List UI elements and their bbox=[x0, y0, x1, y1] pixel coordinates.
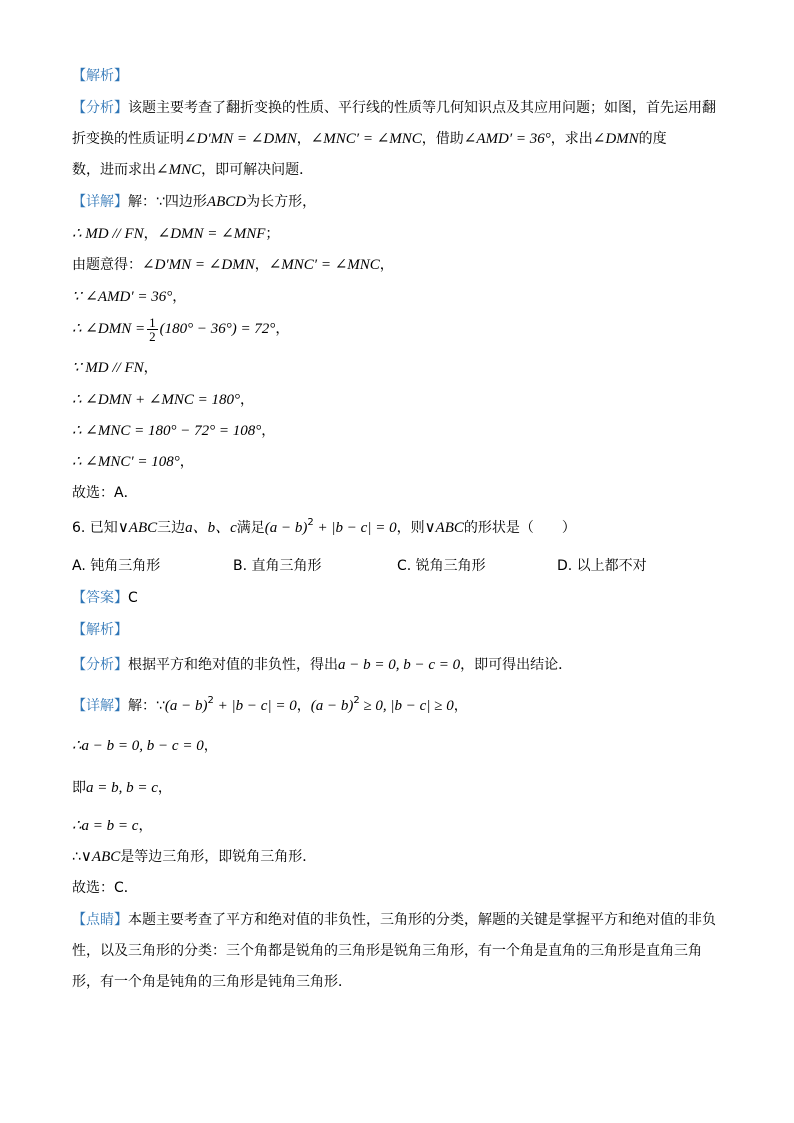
comment-line-3 bbox=[72, 973, 352, 991]
stem-text: 6. 已知 bbox=[72, 520, 118, 536]
jiexi-label: 【解析】 bbox=[72, 622, 128, 638]
conclusion-text: 故选：A． bbox=[72, 485, 138, 501]
solution-text: 解：∵ bbox=[128, 698, 165, 714]
analysis-text: ， bbox=[296, 131, 311, 147]
analysis-text: ，求出 bbox=[550, 131, 593, 147]
math-expression: ∵ MD // FN bbox=[72, 360, 144, 376]
punctuation: ， bbox=[275, 321, 290, 337]
answer-value: C bbox=[128, 590, 138, 606]
math-expression: (180° − 36°) = 72° bbox=[159, 321, 276, 337]
fenxi-label: 【分析】 bbox=[72, 657, 128, 673]
punctuation: ， bbox=[453, 698, 468, 714]
fenxi-label: 【分析】 bbox=[72, 100, 128, 116]
exponent: 2 bbox=[307, 517, 314, 528]
jiexi-label: 【解析】 bbox=[72, 68, 128, 84]
math-expression: ∠AMD′ = 36° bbox=[463, 131, 551, 147]
xiangjie-label: 【详解】 bbox=[72, 698, 128, 714]
comment-text: 本题主要考查了平方和绝对值的非负性，三角形的分类，解题的关键是掌握平方和绝对值的非负 bbox=[128, 912, 716, 928]
solution-line-q6-4 bbox=[72, 817, 152, 835]
solution-line-q6-1 bbox=[72, 697, 468, 715]
punctuation: ， bbox=[138, 818, 153, 834]
solution-line-q6-5 bbox=[72, 848, 316, 866]
comment-line-1 bbox=[72, 911, 716, 929]
analysis-text: ，借助 bbox=[421, 131, 464, 147]
analysis-text: 数，进而求出 bbox=[72, 162, 156, 178]
analysis-text: 该题主要考查了翻折变换的性质、平行线的性质等几何知识点及其应用问题；如图，首先运用翻 bbox=[128, 100, 716, 116]
math-expression: ABCD bbox=[206, 194, 247, 210]
math-expression: ∴ ∠MNC′ = 108° bbox=[72, 454, 180, 470]
stem-text: 的形状是（ ） bbox=[463, 520, 576, 536]
math-expression: ∨ABC bbox=[424, 520, 464, 536]
solution-line-3 bbox=[72, 256, 394, 274]
solution-line-q6-2 bbox=[72, 737, 218, 755]
analysis-line-2 bbox=[72, 130, 667, 148]
math-expression: ∴ ∠DMN = bbox=[72, 321, 146, 337]
math-expression: (a − b) bbox=[264, 520, 308, 536]
fraction-denominator: 2 bbox=[149, 328, 156, 344]
exponent: 2 bbox=[353, 695, 360, 706]
analysis-text: 根据平方和绝对值的非负性，得出 bbox=[128, 657, 338, 673]
math-expression: ∨ABC bbox=[80, 849, 121, 865]
choice-conclusion-q6 bbox=[72, 879, 138, 897]
solution-line-7 bbox=[72, 391, 254, 409]
punctuation: ， bbox=[143, 226, 158, 242]
math-expression: ∠MNC′ = ∠MNC bbox=[310, 131, 422, 147]
analysis-text: ，即可得出结论． bbox=[460, 657, 573, 673]
punctuation: ， bbox=[157, 780, 172, 796]
conclusion-text: 故选：C． bbox=[72, 880, 138, 896]
solution-line-4 bbox=[72, 288, 186, 306]
exponent: 2 bbox=[207, 695, 214, 706]
section-label-jiexi-2 bbox=[72, 621, 128, 639]
solution-line-1 bbox=[72, 193, 316, 211]
math-expression: a、b、c bbox=[185, 520, 237, 536]
solution-line-5 bbox=[72, 315, 289, 343]
math-expression: ∴a − b = 0, b − c = 0 bbox=[72, 738, 204, 754]
math-expression: ∠MNC′ = ∠MNC bbox=[268, 257, 380, 273]
dianjing-label: 【点睛】 bbox=[72, 912, 128, 928]
solution-text: 即 bbox=[72, 780, 86, 796]
math-expression: ∴a = b = c bbox=[72, 818, 139, 834]
punctuation: ， bbox=[143, 360, 158, 376]
math-expression: a = b, b = c bbox=[86, 780, 158, 796]
punctuation: ， bbox=[179, 454, 194, 470]
punctuation: ， bbox=[379, 257, 394, 273]
solution-line-8 bbox=[72, 422, 275, 440]
solution-line-9 bbox=[72, 453, 194, 471]
solution-text: 是等边三角形，即锐角三角形． bbox=[120, 849, 317, 865]
option-a: A. 钝角三角形 bbox=[72, 558, 161, 574]
math-expression: ∨ABC bbox=[117, 520, 158, 536]
solution-text: 为长方形， bbox=[246, 194, 317, 210]
punctuation: ， bbox=[172, 289, 187, 305]
solution-text: ∴ bbox=[72, 849, 81, 865]
math-expression: (a − b) bbox=[310, 698, 354, 714]
analysis-line-3 bbox=[72, 161, 313, 179]
math-expression: ∴ ∠MNC = 180° − 72° = 108° bbox=[72, 423, 262, 439]
math-expression: a − b = 0, b − c = 0 bbox=[338, 657, 461, 673]
xiangjie-label: 【详解】 bbox=[72, 194, 128, 210]
solution-text: 由题意得： bbox=[72, 257, 142, 273]
punctuation: ； bbox=[265, 226, 280, 242]
answer-line bbox=[72, 589, 138, 607]
stem-text: 三边 bbox=[157, 520, 186, 536]
stem-text: ，则 bbox=[396, 520, 425, 536]
punctuation: ， bbox=[254, 257, 269, 273]
choice-conclusion bbox=[72, 484, 138, 502]
question-6-stem bbox=[72, 519, 576, 537]
stem-text: 满足 bbox=[236, 520, 265, 536]
punctuation: ， bbox=[296, 698, 311, 714]
option-c: C. 锐角三角形 bbox=[397, 558, 486, 574]
analysis-line-q6 bbox=[72, 656, 572, 674]
math-expression: ∵ ∠AMD′ = 36° bbox=[72, 289, 173, 305]
solution-line-q6-3 bbox=[72, 779, 172, 797]
section-label-jiexi bbox=[72, 67, 128, 85]
solution-text: 解：∵四边形 bbox=[128, 194, 207, 210]
comment-text: 性，以及三角形的分类：三个角都是锐角的三角形是锐角三角形，有一个角是直角的三角形是直角三角 bbox=[72, 943, 702, 959]
math-expression: + |b − c| = 0 bbox=[313, 520, 397, 536]
math-expression: (a − b) bbox=[164, 698, 208, 714]
fraction-numerator: 1 bbox=[149, 314, 156, 330]
daan-label: 【答案】 bbox=[72, 590, 128, 606]
math-expression: ∠DMN = ∠MNF bbox=[157, 226, 266, 242]
comment-line-2 bbox=[72, 942, 702, 960]
option-d: D. 以上都不对 bbox=[557, 558, 647, 574]
analysis-text: 的度 bbox=[638, 131, 667, 147]
math-expression: ≥ 0, |b − c| ≥ 0 bbox=[359, 698, 454, 714]
solution-line-6 bbox=[72, 359, 158, 377]
math-expression: ∠DMN bbox=[592, 131, 639, 147]
analysis-text: ，即可解决问题． bbox=[201, 162, 314, 178]
punctuation: ， bbox=[203, 738, 218, 754]
analysis-line-1 bbox=[72, 99, 716, 117]
math-expression: ∠MNC bbox=[156, 162, 202, 178]
solution-line-2 bbox=[72, 225, 279, 243]
math-expression: ∠D′MN = ∠DMN bbox=[142, 257, 255, 273]
math-expression: ∠D′MN = ∠DMN bbox=[184, 131, 297, 147]
option-b: B. 直角三角形 bbox=[233, 558, 322, 574]
math-expression: ∴ MD // FN bbox=[72, 226, 144, 242]
math-expression: + |b − c| = 0 bbox=[213, 698, 297, 714]
punctuation: ， bbox=[240, 392, 255, 408]
punctuation: ， bbox=[261, 423, 276, 439]
fraction bbox=[147, 316, 158, 343]
comment-text: 形，有一个角是钝角的三角形是钝角三角形． bbox=[72, 974, 352, 990]
math-expression: ∴ ∠DMN + ∠MNC = 180° bbox=[72, 392, 241, 408]
analysis-text: 折变换的性质证明 bbox=[72, 131, 184, 147]
